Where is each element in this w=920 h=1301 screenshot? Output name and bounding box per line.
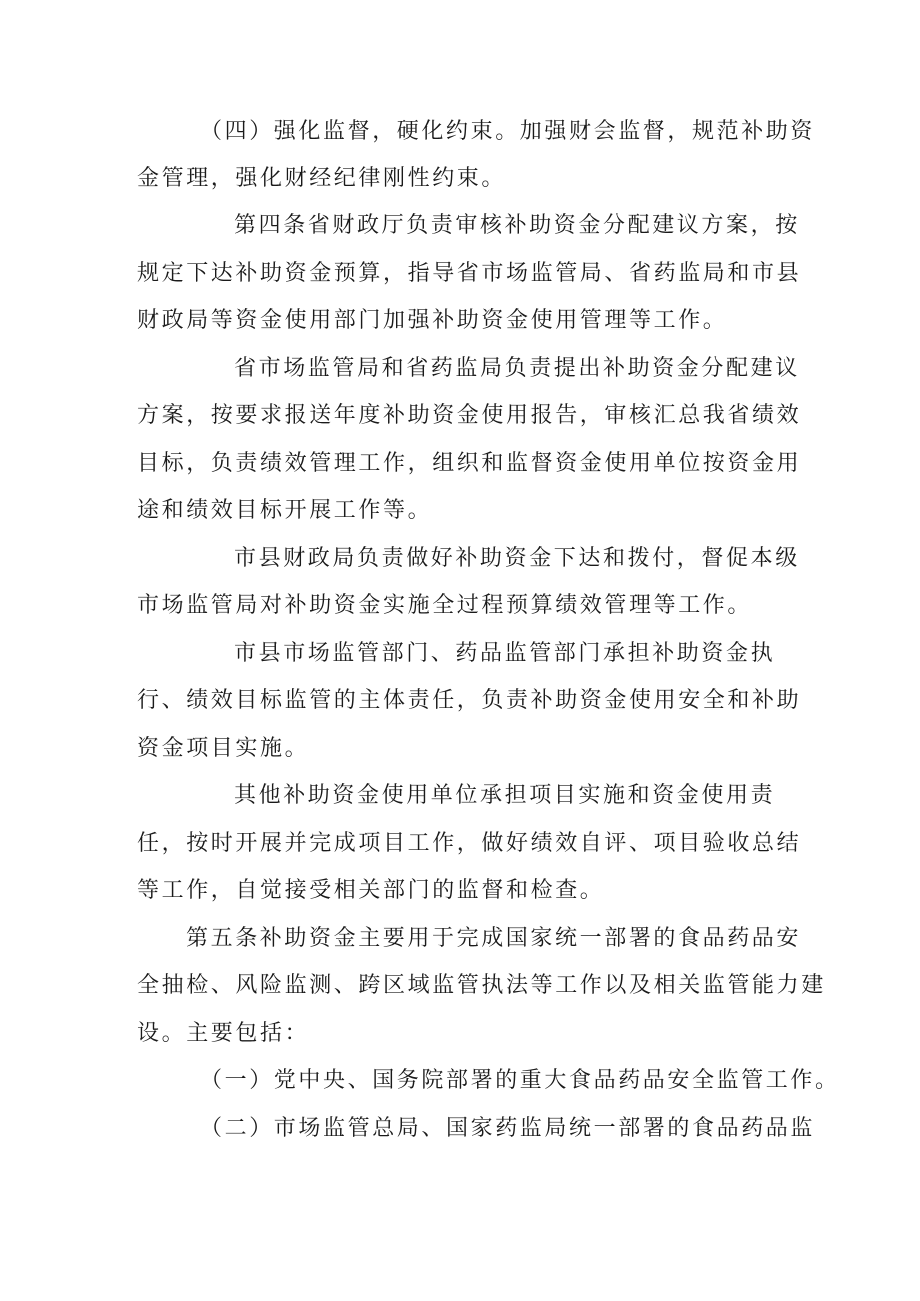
paragraph-line: 市县市场监管部门、药品监管部门承担补助资金执 bbox=[234, 641, 776, 666]
paragraph-line: （四）强化监督，硬化约束。加强财会监督，规范补助资 bbox=[200, 119, 816, 144]
paragraph-line: 途和绩效目标开展工作等。 bbox=[137, 498, 433, 523]
paragraph-line: 设。主要包括： bbox=[137, 1021, 310, 1046]
paragraph-line: 市场监管局对补助资金实施全过程预算绩效管理等工作。 bbox=[137, 593, 753, 618]
paragraph-line: 等工作，自觉接受相关部门的监督和检查。 bbox=[137, 878, 605, 903]
paragraph-line: 方案，按要求报送年度补助资金使用报告，审核汇总我省绩效 bbox=[137, 403, 802, 428]
paragraph-line: 目标，负责绩效管理工作，组织和监督资金使用单位按资金用 bbox=[137, 451, 802, 476]
paragraph-line: 省市场监管局和省药监局负责提出补助资金分配建议 bbox=[234, 356, 800, 381]
paragraph-line: 任，按时开展并完成项目工作，做好绩效自评、项目验收总结 bbox=[137, 831, 802, 856]
paragraph-line: 市县财政局负责做好补助资金下达和拨付，督促本级 bbox=[234, 546, 800, 571]
paragraph-line: 资金项目实施。 bbox=[137, 736, 310, 761]
paragraph-line: 全抽检、风险监测、跨区域监管执法等工作以及相关监管能力建 bbox=[137, 973, 826, 998]
paragraph-line: （一）党中央、国务院部署的重大食品药品安全监管工作。 bbox=[200, 1068, 840, 1093]
paragraph-line: 行、绩效目标监管的主体责任，负责补助资金使用安全和补助 bbox=[137, 688, 802, 713]
paragraph-line: 规定下达补助资金预算，指导省市场监管局、省药监局和市县 bbox=[137, 261, 802, 286]
paragraph-line: 第五条补助资金主要用于完成国家统一部署的食品药品安 bbox=[186, 926, 802, 951]
paragraph-line: 财政局等资金使用部门加强补助资金使用管理等工作。 bbox=[137, 308, 728, 333]
paragraph-line: 其他补助资金使用单位承担项目实施和资金使用责 bbox=[234, 783, 776, 808]
paragraph-line: 金管理，强化财经纪律刚性约束。 bbox=[137, 166, 507, 191]
paragraph-line: （二）市场监管总局、国家药监局统一部署的食品药品监 bbox=[200, 1116, 816, 1141]
paragraph-line: 第四条省财政厅负责审核补助资金分配建议方案，按 bbox=[234, 213, 800, 238]
